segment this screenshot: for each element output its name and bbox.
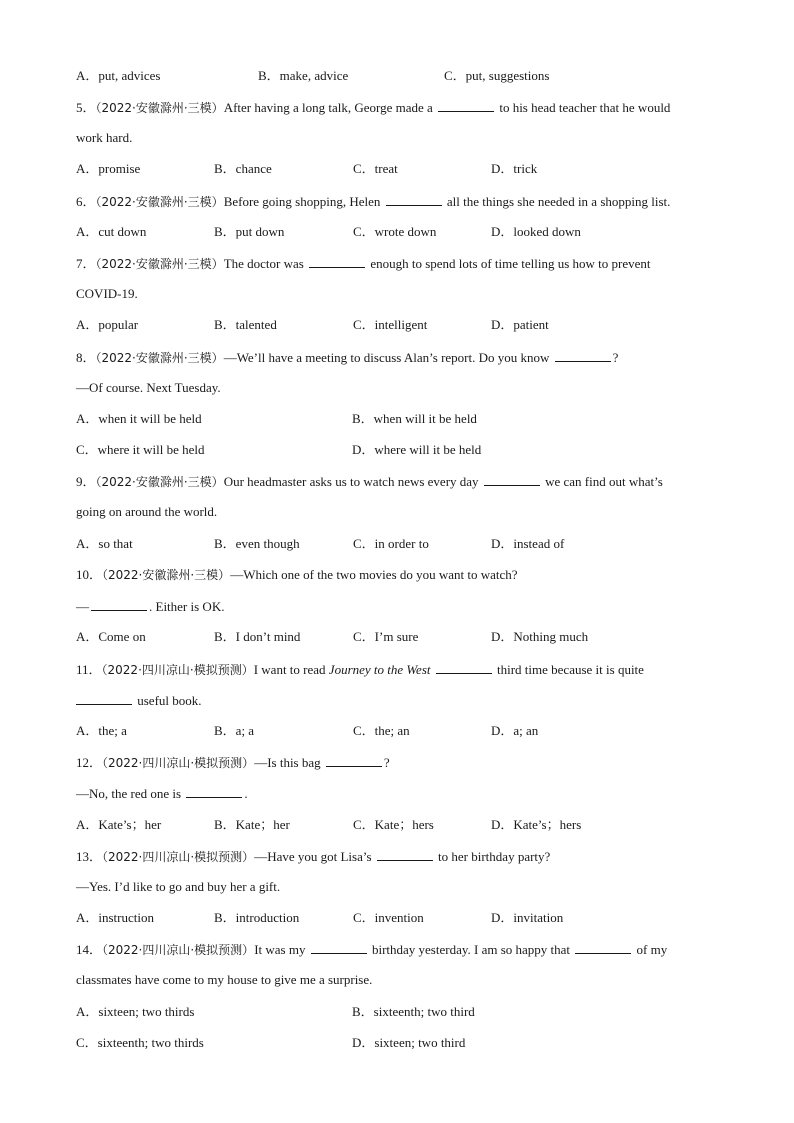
q10-blank[interactable] — [91, 597, 147, 611]
q7-text: The doctor was — [223, 256, 304, 271]
q8-blank[interactable] — [555, 348, 611, 362]
q10-text-after: . Either is OK. — [149, 599, 225, 614]
q6-option-a[interactable]: A．cut down — [76, 224, 147, 239]
q8-option-a[interactable]: A．when it will be held — [76, 411, 202, 426]
q13-option-b[interactable]: B．introduction — [214, 910, 300, 925]
q8-option-b[interactable]: B．when will it be held — [352, 411, 477, 426]
q11-text-after: third time because it is quite — [497, 662, 644, 677]
q12-option-a[interactable]: A．Kate’s；her — [76, 817, 162, 832]
q5-text: After having a long talk, George made a — [223, 100, 433, 115]
q10-stem-line2 — [76, 597, 224, 615]
q7-option-b[interactable]: B．talented — [214, 317, 277, 332]
q13-option-d[interactable]: D．invitation — [491, 910, 564, 925]
q4-option-a[interactable]: A．put, advices — [76, 68, 161, 83]
q8-stem-line2: —Of course. Next Tuesday. — [76, 380, 221, 395]
q14-option-d[interactable]: D．sixteen; two third — [352, 1035, 466, 1050]
q13-source: （2022·四川凉山·模拟预测） — [102, 850, 255, 864]
q12-stem-line2 — [76, 784, 248, 802]
q5-option-a[interactable]: A．promise — [76, 161, 141, 176]
q14-option-a[interactable]: A．sixteen; two thirds — [76, 1004, 195, 1019]
q4-option-b[interactable]: B．make, advice — [258, 68, 349, 83]
q5-option-d[interactable]: D．trick — [491, 161, 538, 176]
q6-blank[interactable] — [386, 192, 442, 206]
q8-stem — [76, 348, 618, 366]
q6-option-d[interactable]: D．looked down — [491, 224, 581, 239]
q8-option-c[interactable]: C．where it will be held — [76, 442, 205, 457]
q13-number: 13． — [76, 849, 103, 864]
q9-option-a[interactable]: A．so that — [76, 536, 133, 551]
q5-text-after: to his head teacher that he would — [499, 100, 671, 115]
q7-stem — [76, 254, 651, 272]
q5-option-c[interactable]: C．treat — [353, 161, 398, 176]
q12-text-line2-end: . — [244, 786, 248, 801]
q9-text-after: we can find out what’s — [545, 474, 663, 489]
q4-option-c[interactable]: C．put, suggestions — [444, 68, 550, 83]
q11-text: I want to read — [253, 662, 326, 677]
q10-number: 10． — [76, 567, 103, 582]
q7-text-after: enough to spend lots of time telling us how to prevent — [370, 256, 651, 271]
q6-option-b[interactable]: B．put down — [214, 224, 285, 239]
q7-option-a[interactable]: A．popular — [76, 317, 139, 332]
q5-blank[interactable] — [438, 98, 494, 112]
q11-stem-line2 — [76, 691, 202, 709]
q10-source: （2022·安徽滁州·三模） — [102, 568, 231, 582]
q12-blank-1[interactable] — [326, 753, 382, 767]
q11-blank-1[interactable] — [436, 660, 492, 674]
q12-text-line2: —No, the red one is — [76, 786, 182, 801]
q14-text-middle: birthday yesterday. I am so happy that — [371, 942, 571, 957]
q8-number: 8． — [76, 350, 96, 365]
q10-option-b[interactable]: B．I don’t mind — [214, 629, 301, 644]
q7-number: 7． — [76, 256, 96, 271]
q9-number: 9． — [76, 474, 96, 489]
q11-source: （2022·四川凉山·模拟预测） — [101, 663, 254, 677]
q7-option-d[interactable]: D．patient — [491, 317, 549, 332]
q9-option-b[interactable]: B．even though — [214, 536, 300, 551]
q5-stem-line2: work hard. — [76, 130, 133, 145]
q9-option-c[interactable]: C．in order to — [353, 536, 429, 551]
q14-blank-2[interactable] — [575, 940, 631, 954]
q5-number: 5． — [76, 100, 96, 115]
q14-option-c[interactable]: C．sixteenth; two thirds — [76, 1035, 204, 1050]
q14-source: （2022·四川凉山·模拟预测） — [102, 943, 255, 957]
q14-stem-line2: classmates have come to my house to give me a surprise. — [76, 972, 373, 987]
q7-blank[interactable] — [309, 254, 365, 268]
q10-option-c[interactable]: C．I’m sure — [353, 629, 419, 644]
q8-text-after: ? — [612, 350, 619, 365]
q8-text: —We’ll have a meeting to discuss Alan’s report. Do you know — [223, 350, 550, 365]
q10-stem — [76, 566, 518, 584]
q8-source: （2022·安徽滁州·三模） — [95, 351, 224, 365]
q13-option-a[interactable]: A．instruction — [76, 910, 154, 925]
q9-text: Our headmaster asks us to watch news every day — [223, 474, 479, 489]
q14-option-b[interactable]: B．sixteenth; two third — [352, 1004, 475, 1019]
q11-stem — [76, 660, 644, 678]
q12-option-b[interactable]: B．Kate；her — [214, 817, 290, 832]
q11-option-a[interactable]: A．the; a — [76, 723, 127, 738]
q9-blank[interactable] — [484, 472, 540, 486]
q13-text-after: to her birthday party? — [438, 849, 551, 864]
q12-stem — [76, 753, 390, 771]
q6-source: （2022·安徽滁州·三模） — [95, 195, 224, 209]
q13-blank[interactable] — [377, 847, 433, 861]
q12-text-after: ? — [383, 755, 390, 770]
q14-stem — [76, 940, 667, 958]
q6-number: 6． — [76, 194, 96, 209]
q13-stem-line2: —Yes. I’d like to go and buy her a gift. — [76, 879, 281, 894]
q11-option-b[interactable]: B．a; a — [214, 723, 255, 738]
q12-source: （2022·四川凉山·模拟预测） — [102, 756, 255, 770]
q11-blank-2[interactable] — [76, 691, 132, 705]
q5-option-b[interactable]: B．chance — [214, 161, 272, 176]
q7-option-c[interactable]: C．intelligent — [353, 317, 428, 332]
q12-text: —Is this bag — [254, 755, 321, 770]
q6-option-c[interactable]: C．wrote down — [353, 224, 437, 239]
q12-option-c[interactable]: C．Kate；hers — [353, 817, 434, 832]
q12-number: 12． — [76, 755, 103, 770]
q10-text: —Which one of the two movies do you want to watch? — [230, 567, 518, 582]
q14-blank-1[interactable] — [311, 940, 367, 954]
q14-number: 14． — [76, 942, 103, 957]
q12-option-d[interactable]: D．Kate’s；hers — [491, 817, 582, 832]
q8-option-d[interactable]: D．where will it be held — [352, 442, 482, 457]
q10-dash: — — [76, 599, 89, 614]
q11-option-d[interactable]: D．a; an — [491, 723, 539, 738]
q5-source: （2022·安徽滁州·三模） — [95, 101, 224, 115]
q12-blank-2[interactable] — [186, 784, 242, 798]
q7-stem-line2: COVID-19. — [76, 286, 138, 301]
q9-stem-line2: going on around the world. — [76, 504, 218, 519]
q9-source: （2022·安徽滁州·三模） — [95, 475, 224, 489]
q11-number: 11． — [76, 662, 102, 677]
q14-text-after: of my — [636, 942, 668, 957]
q13-option-c[interactable]: C．invention — [353, 910, 424, 925]
q7-source: （2022·安徽滁州·三模） — [95, 257, 224, 271]
q9-option-d[interactable]: D．instead of — [491, 536, 565, 551]
q6-stem — [76, 192, 670, 210]
q6-text-after: all the things she needed in a shopping list. — [446, 194, 671, 209]
q14-text: It was my — [254, 942, 306, 957]
q11-text-line2: useful book. — [137, 693, 202, 708]
q11-book-title: Journey to the West — [328, 662, 431, 677]
q13-stem — [76, 847, 550, 865]
q13-text: —Have you got Lisa’s — [254, 849, 372, 864]
q6-text: Before going shopping, Helen — [223, 194, 381, 209]
q11-option-c[interactable]: C．the; an — [353, 723, 410, 738]
q5-stem — [76, 98, 670, 116]
q10-option-d[interactable]: D．Nothing much — [491, 629, 589, 644]
q9-stem — [76, 472, 663, 490]
q10-option-a[interactable]: A．Come on — [76, 629, 146, 644]
